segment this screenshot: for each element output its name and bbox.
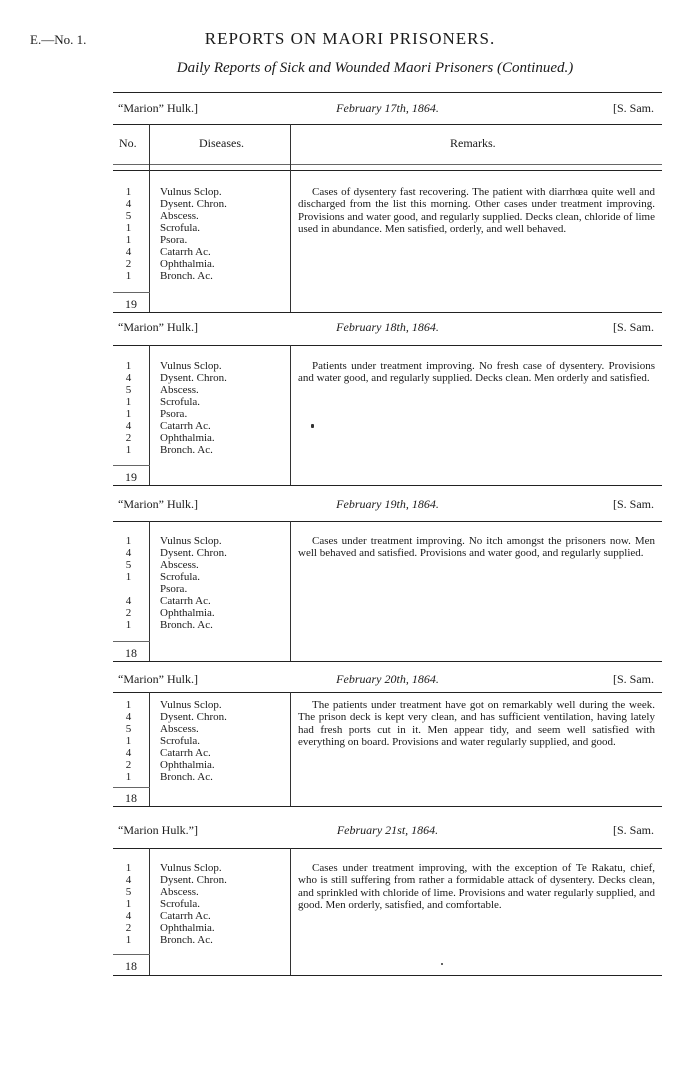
column-divider bbox=[149, 124, 150, 312]
column-header-remarks: Remarks. bbox=[450, 136, 496, 150]
case-count: 4 bbox=[125, 246, 132, 258]
rule bbox=[113, 92, 662, 93]
case-count: 2 bbox=[125, 432, 132, 444]
case-count: 2 bbox=[125, 607, 132, 619]
rule bbox=[113, 485, 662, 486]
rule bbox=[113, 164, 662, 165]
case-count: 1 bbox=[125, 186, 132, 198]
case-count: 1 bbox=[125, 934, 132, 946]
case-count: 4 bbox=[125, 595, 132, 607]
disease-name: Scrofula. bbox=[160, 898, 201, 910]
case-count: 4 bbox=[125, 372, 132, 384]
case-count: 1 bbox=[125, 444, 132, 456]
case-count: 4 bbox=[125, 874, 132, 886]
disease-name: Ophthalmia. bbox=[160, 759, 215, 771]
report-date: February 17th, 1864. bbox=[336, 101, 439, 115]
disease-name: Catarrh Ac. bbox=[160, 747, 211, 759]
signature: [S. Sam. bbox=[612, 320, 654, 334]
case-count: 2 bbox=[125, 922, 132, 934]
column-divider bbox=[149, 345, 150, 485]
ship-name: “Marion Hulk.”] bbox=[118, 823, 198, 837]
disease-name: Bronch. Ac. bbox=[160, 444, 213, 456]
report-header bbox=[113, 823, 662, 841]
disease-name: Catarrh Ac. bbox=[160, 420, 211, 432]
disease-name: Bronch. Ac. bbox=[160, 771, 213, 783]
disease-name: Abscess. bbox=[160, 559, 199, 571]
disease-name: Bronch. Ac. bbox=[160, 270, 213, 282]
case-count: 1 bbox=[125, 571, 132, 583]
ink-speck bbox=[441, 963, 443, 965]
disease-list bbox=[160, 699, 227, 783]
disease-name: Abscess. bbox=[160, 384, 199, 396]
disease-name: Ophthalmia. bbox=[160, 258, 215, 270]
disease-name: Vulnus Sclop. bbox=[160, 699, 222, 711]
rule bbox=[113, 975, 662, 976]
disease-name: Psora. bbox=[160, 234, 188, 246]
disease-name: Ophthalmia. bbox=[160, 922, 215, 934]
case-counts bbox=[113, 360, 144, 456]
disease-name: Abscess. bbox=[160, 210, 199, 222]
disease-name: Bronch. Ac. bbox=[160, 934, 213, 946]
case-count: 1 bbox=[125, 735, 132, 747]
report-date: February 19th, 1864. bbox=[336, 497, 439, 511]
disease-name: Scrofula. bbox=[160, 396, 201, 408]
case-count: 1 bbox=[125, 360, 132, 372]
case-count: 5 bbox=[125, 384, 132, 396]
ship-name: “Marion” Hulk.] bbox=[118, 497, 198, 511]
disease-name: Dysent. Chron. bbox=[160, 874, 227, 886]
case-count: 5 bbox=[125, 559, 132, 571]
remarks-text: Patients under treatment improving. No fresh case of dysentery. Provisions and water good, and regularly supplied. Decks clean. Men orderly and satisfied. bbox=[298, 360, 655, 385]
rule bbox=[113, 848, 662, 849]
remarks-text: Cases under treatment improving, with the exception of Te Rakatu, chief, who is still suffering from rather a formidable attack of dysentery. Decks clean, and sprinkled with chloride of lime. Provisions and water regularly supplied, and good. Men orderly, satisfied, and comfortable. bbox=[298, 862, 655, 911]
report-date: February 18th, 1864. bbox=[336, 320, 439, 334]
case-count: 1 bbox=[125, 270, 132, 282]
report-header bbox=[113, 497, 662, 515]
column-divider bbox=[290, 692, 291, 806]
disease-name: Catarrh Ac. bbox=[160, 595, 211, 607]
case-count: 4 bbox=[125, 910, 132, 922]
disease-name: Scrofula. bbox=[160, 735, 201, 747]
disease-list bbox=[160, 535, 227, 631]
disease-name: Vulnus Sclop. bbox=[160, 862, 222, 874]
page-title: REPORTS ON MAORI PRISONERS. bbox=[204, 29, 496, 48]
disease-name: Dysent. Chron. bbox=[160, 711, 227, 723]
case-count: 2 bbox=[125, 759, 132, 771]
total-rule bbox=[113, 954, 150, 955]
total-count: 18 bbox=[125, 959, 137, 973]
disease-name: Dysent. Chron. bbox=[160, 372, 227, 384]
column-divider bbox=[290, 124, 291, 312]
report-date: February 21st, 1864. bbox=[336, 823, 439, 837]
report-header bbox=[113, 320, 662, 338]
column-divider bbox=[149, 848, 150, 975]
rule bbox=[113, 692, 662, 693]
case-count: 2 bbox=[125, 258, 132, 270]
report-date: February 20th, 1864. bbox=[336, 672, 439, 686]
column-divider bbox=[149, 521, 150, 661]
disease-name: Psora. bbox=[160, 583, 188, 595]
total-rule bbox=[113, 465, 150, 466]
case-count: 1 bbox=[125, 222, 132, 234]
rule bbox=[113, 124, 662, 125]
disease-name: Ophthalmia. bbox=[160, 432, 215, 444]
case-count: 1 bbox=[125, 234, 132, 246]
rule bbox=[113, 806, 662, 807]
case-count: 5 bbox=[125, 210, 132, 222]
signature: [S. Sam. bbox=[612, 672, 654, 686]
rule bbox=[113, 661, 662, 662]
case-counts bbox=[113, 186, 144, 282]
total-count: 19 bbox=[125, 470, 137, 484]
disease-list bbox=[160, 862, 227, 946]
page-subtitle: Daily Reports of Sick and Wounded Maori Prisoners (Continued.) bbox=[176, 60, 574, 76]
rule bbox=[113, 345, 662, 346]
total-rule bbox=[113, 787, 150, 788]
column-divider bbox=[290, 848, 291, 975]
case-counts bbox=[113, 535, 144, 631]
disease-name: Catarrh Ac. bbox=[160, 246, 211, 258]
disease-name: Vulnus Sclop. bbox=[160, 535, 222, 547]
case-count: 1 bbox=[125, 898, 132, 910]
report-header bbox=[113, 672, 662, 690]
total-count: 19 bbox=[125, 297, 137, 311]
page-reference: E.—No. 1. bbox=[30, 32, 87, 47]
case-count: 4 bbox=[125, 711, 132, 723]
total-rule bbox=[113, 641, 150, 642]
column-header-no: No. bbox=[119, 136, 137, 150]
report-header bbox=[113, 101, 662, 119]
case-count: 1 bbox=[125, 862, 132, 874]
disease-name: Psora. bbox=[160, 408, 188, 420]
case-count: 1 bbox=[125, 535, 132, 547]
ship-name: “Marion” Hulk.] bbox=[118, 101, 198, 115]
disease-name: Vulnus Sclop. bbox=[160, 186, 222, 198]
ship-name: “Marion” Hulk.] bbox=[118, 320, 198, 334]
disease-name: Dysent. Chron. bbox=[160, 547, 227, 559]
case-counts bbox=[113, 862, 144, 946]
column-divider bbox=[290, 345, 291, 485]
case-count: 4 bbox=[125, 547, 132, 559]
ship-name: “Marion” Hulk.] bbox=[118, 672, 198, 686]
case-count: 4 bbox=[125, 747, 132, 759]
case-count: 1 bbox=[125, 408, 132, 420]
remarks-text: Cases under treatment improving. No itch amongst the prisoners now. Men well behaved and satisfied. Provisions and water good, and regularly supplied. bbox=[298, 535, 655, 560]
disease-name: Scrofula. bbox=[160, 571, 201, 583]
column-divider bbox=[149, 692, 150, 806]
case-count: 4 bbox=[125, 420, 132, 432]
remarks-text: The patients under treatment have got on remarkably well during the week. The prison deck is kept very clean, and has sufficient ventilation, having lately had fresh ports cut in it. Men appear tidy, and seem well satisfied with everything on board. Provisions and water regularly supplied, and good. bbox=[298, 699, 655, 748]
disease-name: Ophthalmia. bbox=[160, 607, 215, 619]
disease-name: Bronch. Ac. bbox=[160, 619, 213, 631]
case-count: 5 bbox=[125, 723, 132, 735]
disease-name: Scrofula. bbox=[160, 222, 201, 234]
disease-list bbox=[160, 186, 227, 282]
rule bbox=[113, 312, 662, 313]
disease-name: Abscess. bbox=[160, 723, 199, 735]
case-count: 1 bbox=[125, 699, 132, 711]
ink-speck bbox=[311, 424, 314, 428]
remarks-text: Cases of dysentery fast recovering. The patient with diarrhœa quite well and discharged from the list this morning. Other cases under treatment improving. Provisions and water good, and regularly supplied. Decks clean, chloride of lime used in abundance. Men satisfied, orderly, and well behaved. bbox=[298, 186, 655, 235]
total-count: 18 bbox=[125, 646, 137, 660]
case-count: 1 bbox=[125, 396, 132, 408]
signature: [S. Sam. bbox=[612, 101, 654, 115]
rule bbox=[113, 521, 662, 522]
case-count: 1 bbox=[125, 771, 132, 783]
case-counts bbox=[113, 699, 144, 783]
rule bbox=[113, 170, 662, 171]
total-rule bbox=[113, 292, 150, 293]
disease-name: Abscess. bbox=[160, 886, 199, 898]
disease-name: Catarrh Ac. bbox=[160, 910, 211, 922]
column-divider bbox=[290, 521, 291, 661]
column-header-diseases: Diseases. bbox=[199, 136, 244, 150]
case-count: 1 bbox=[125, 619, 132, 631]
total-count: 18 bbox=[125, 791, 137, 805]
case-count bbox=[113, 583, 144, 595]
signature: [S. Sam. bbox=[612, 497, 654, 511]
case-count: 5 bbox=[125, 886, 132, 898]
signature: [S. Sam. bbox=[612, 823, 654, 837]
case-count: 4 bbox=[125, 198, 132, 210]
disease-name: Vulnus Sclop. bbox=[160, 360, 222, 372]
disease-list bbox=[160, 360, 227, 456]
disease-name: Dysent. Chron. bbox=[160, 198, 227, 210]
